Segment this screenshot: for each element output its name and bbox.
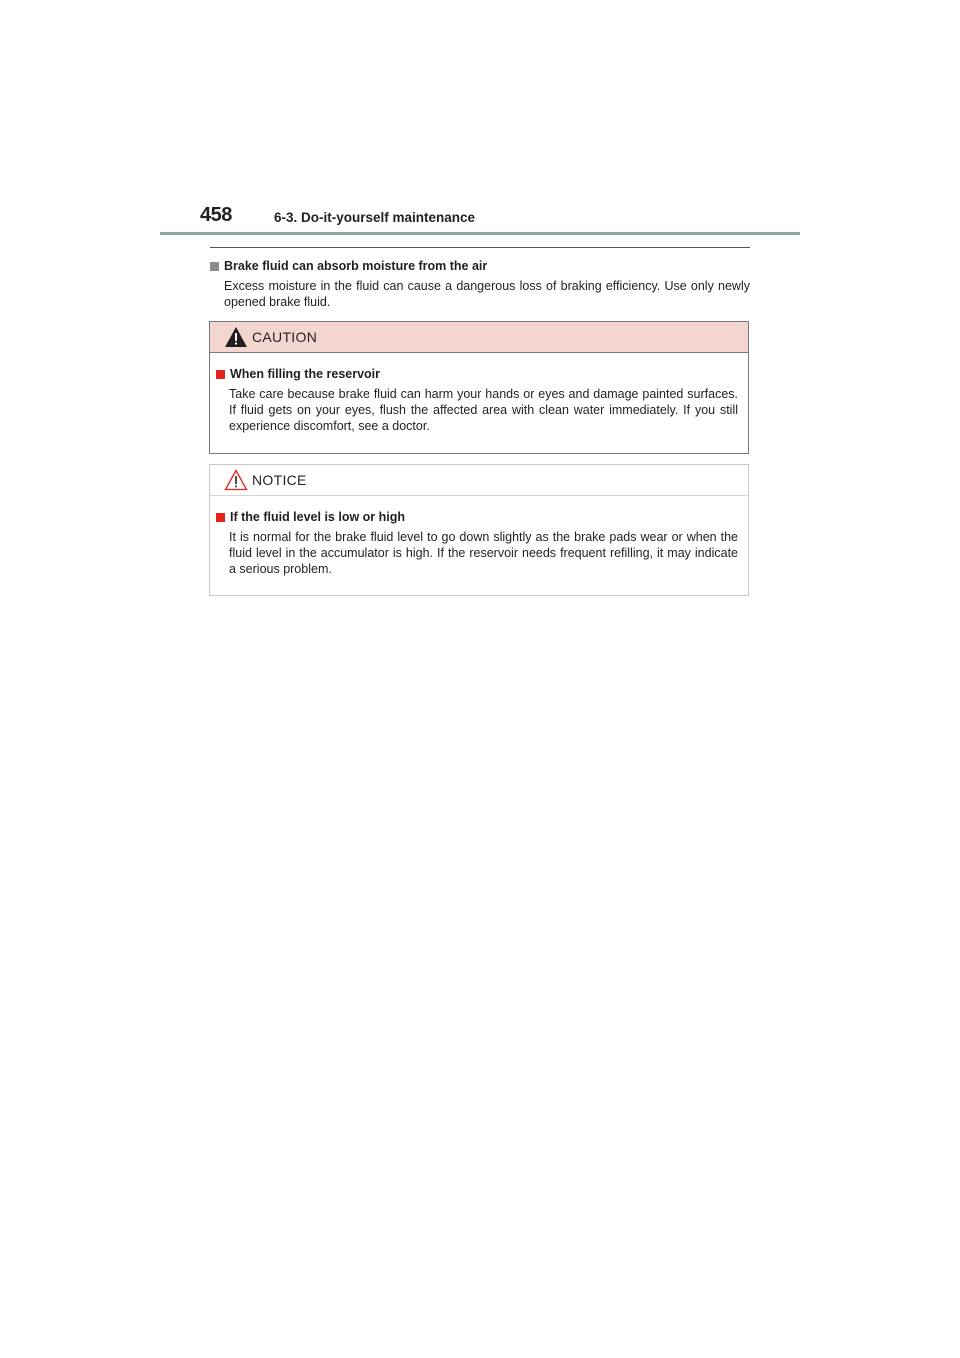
page-number: 458 (200, 204, 232, 226)
square-bullet-icon (216, 513, 225, 522)
notice-title: If the fluid level is low or high (230, 510, 406, 524)
square-bullet-icon (216, 370, 225, 379)
section-divider (210, 247, 750, 248)
intro-paragraph (210, 259, 750, 310)
notice-label: NOTICE (252, 472, 307, 488)
caution-box (209, 321, 749, 454)
caution-title: When filling the reservoir (230, 367, 381, 381)
notice-header (210, 465, 748, 496)
notice-box (209, 464, 749, 596)
page-header (160, 200, 800, 236)
intro-title: Brake fluid can absorb moisture from the air (224, 259, 488, 273)
header-rule (160, 232, 800, 235)
notice-body: It is normal for the brake fluid level to go down slightly as the brake pads wear or when the fluid level in the accumulator is high. If the reservoir needs frequent refilling, it may indicate a serious problem. (229, 530, 738, 576)
caution-label: CAUTION (252, 329, 318, 345)
section-title: 6-3. Do-it-yourself maintenance (274, 210, 476, 225)
warning-triangle-outline-icon (224, 469, 248, 491)
square-bullet-icon (210, 262, 219, 271)
warning-triangle-icon (224, 326, 248, 348)
caution-header (210, 322, 748, 353)
caution-body: Take care because brake fluid can harm your hands or eyes and damage painted surfaces. If fluid gets on your eyes, flush the affected area with clean water immediately. If you still experience discomfort, see a doctor. (229, 387, 738, 433)
intro-body: Excess moisture in the fluid can cause a dangerous loss of braking efficiency. Use only newly opened brake fluid. (224, 279, 750, 309)
